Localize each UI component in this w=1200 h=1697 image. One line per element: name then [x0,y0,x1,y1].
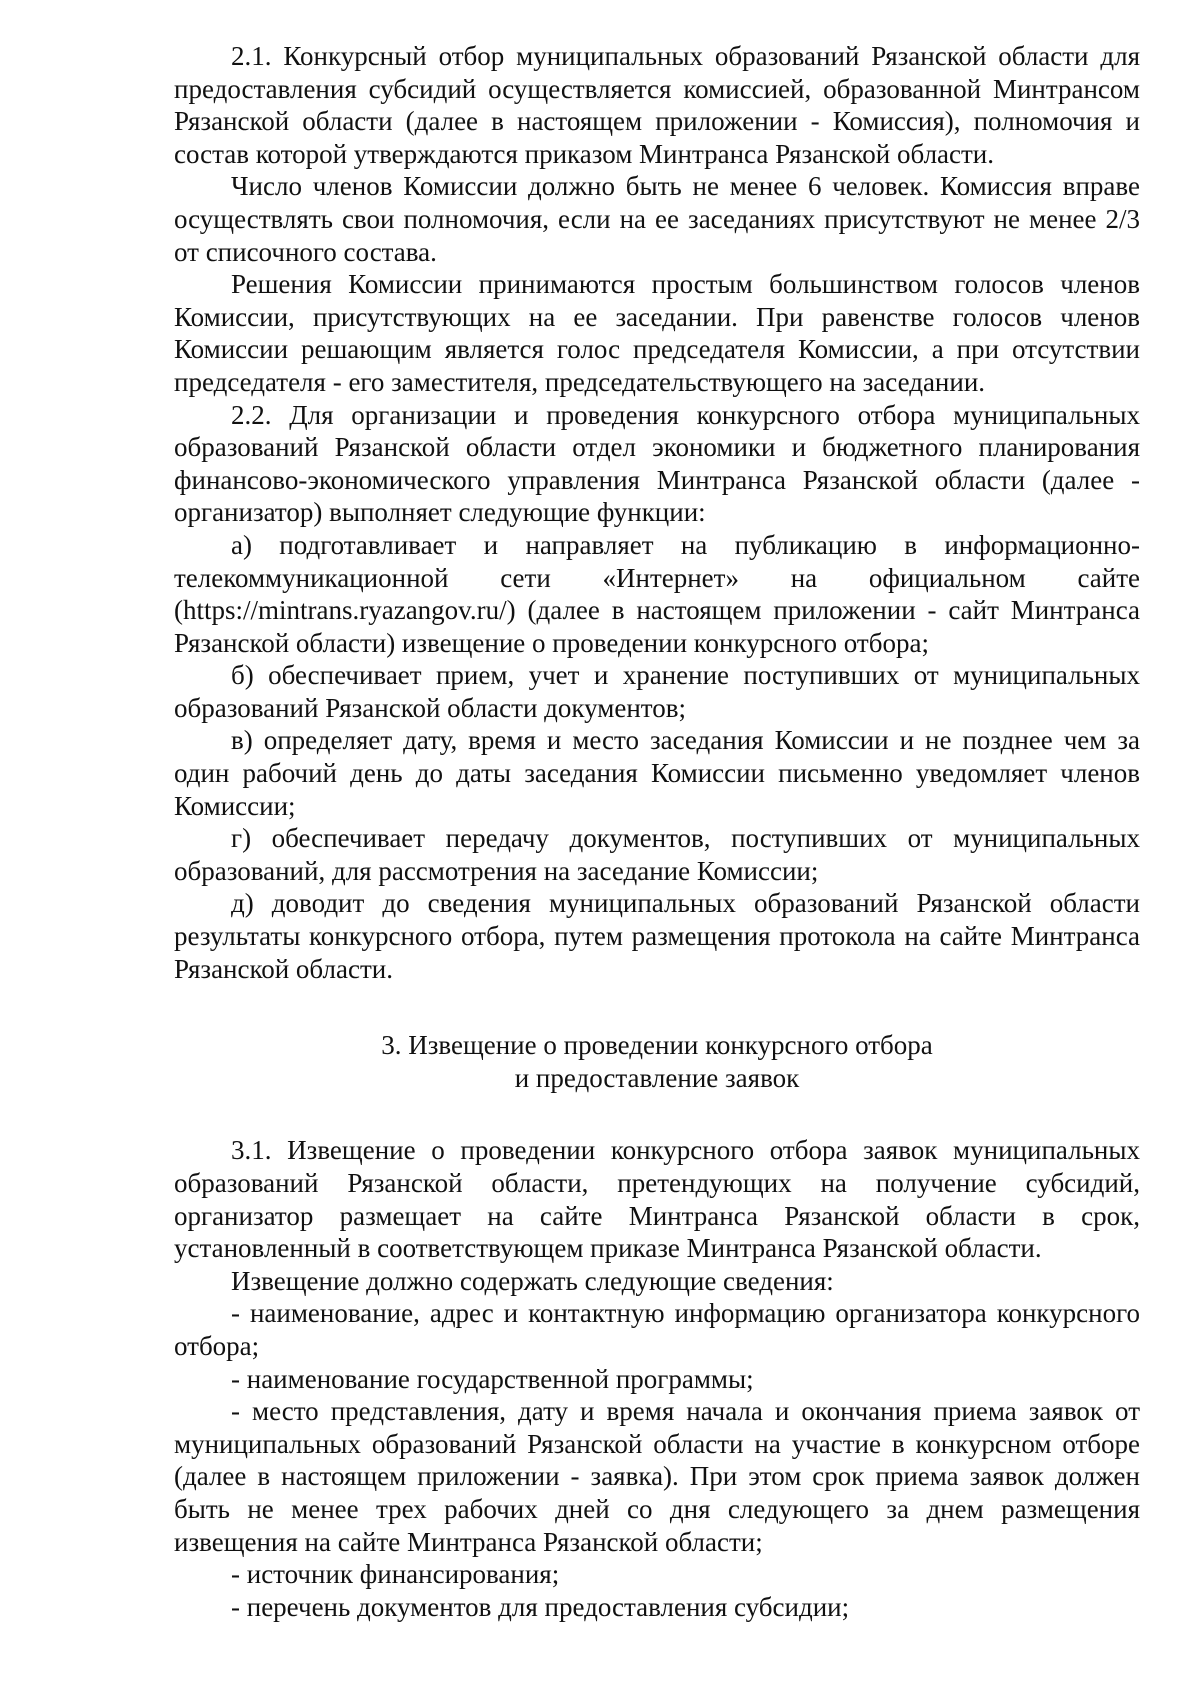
paragraph-notice-contents: Извещение должно содержать следующие сведения: [231,1265,834,1296]
section-3-heading-line-2: и предоставление заявок [514,1062,800,1093]
bullet-application-terms: - место представления, дату и время начала и окончания приема заявок от муниципальных образований Рязанской области на участие в конкурсном отборе (далее в настоящем приложении - заявка). При этом срок приема заявок должен быть не менее трех рабочих дней со дня следующего за днем размещения извещения на сайте Минтранса Рязанской области; [174,1396,1140,1557]
paragraph-2-1: 2.1. Конкурсный отбор муниципальных образований Рязанской области для предоставления субсидий осуществляется комиссией, образованной Минтрансом Рязанской области (далее в настоящем приложении - Комиссия), полномочия и состав которой утверждаются приказом Минтранса Рязанской области. [174,41,1140,169]
paragraph-commission-size: Число членов Комиссии должно быть не менее 6 человек. Комиссия вправе осуществлять свои полномочия, если на ее заседаниях присутствуют не менее 2/3 от списочного состава. [174,171,1140,267]
bullet-documents-list: - перечень документов для предоставления субсидии; [231,1591,850,1622]
paragraph-2-2: 2.2. Для организации и проведения конкурсного отбора муниципальных образований Рязанской области отдел экономики и бюджетного планирования финансово-экономического управления Минтранса Рязанской области (далее - организатор) выполняет следующие функции: [174,399,1140,528]
bullet-organizer-info: - наименование, адрес и контактную информацию организатора конкурсного отбора; [174,1298,1140,1361]
list-item-g: г) обеспечивает передачу документов, поступивших от муниципальных образований, для рассмотрения на заседание Комиссии; [174,823,1140,886]
bullet-funding-source: - источник финансирования; [231,1559,560,1590]
list-item-d: д) доводит до сведения муниципальных образований Рязанской области результаты конкурсного отбора, путем размещения протокола на сайте Минтранса Рязанской области. [174,888,1140,984]
section-3-heading [174,1029,1140,1094]
list-item-b: б) обеспечивает прием, учет и хранение поступивших от муниципальных образований Рязанской области документов; [174,660,1140,723]
paragraph-commission-decisions: Решения Комиссии принимаются простым большинством голосов членов Комиссии, присутствующих на ее заседании. При равенстве голосов членов Комиссии решающим является голос председателя Комиссии, а при отсутствии председателя - его заместителя, председательствующего на заседании. [174,269,1140,397]
paragraph-3-1: 3.1. Извещение о проведении конкурсного отбора заявок муниципальных образований Рязанской области, претендующих на получение субсидий, организатор размещает на сайте Минтранса Рязанской области в срок, установленный в соответствующем приказе Минтранса Рязанской области. [174,1135,1140,1264]
list-item-a: а) подготавливает и направляет на публикацию в информационно-телекоммуникационной сети «Интернет» на официальном сайте (https://mintrans.ryazangov.ru/) (далее в настоящем приложении - сайт Минтранса Рязанской области) извещение о проведении конкурсного отбора; [174,529,1140,658]
list-item-v: в) определяет дату, время и место заседания Комиссии и не позднее чем за один рабочий день до даты заседания Комиссии письменно уведомляет членов Комиссии; [174,725,1140,821]
document-page [174,40,1140,1623]
section-3-heading-line-1: 3. Извещение о проведении конкурсного отбора [381,1030,933,1061]
bullet-state-program: - наименование государственной программы; [231,1363,754,1394]
